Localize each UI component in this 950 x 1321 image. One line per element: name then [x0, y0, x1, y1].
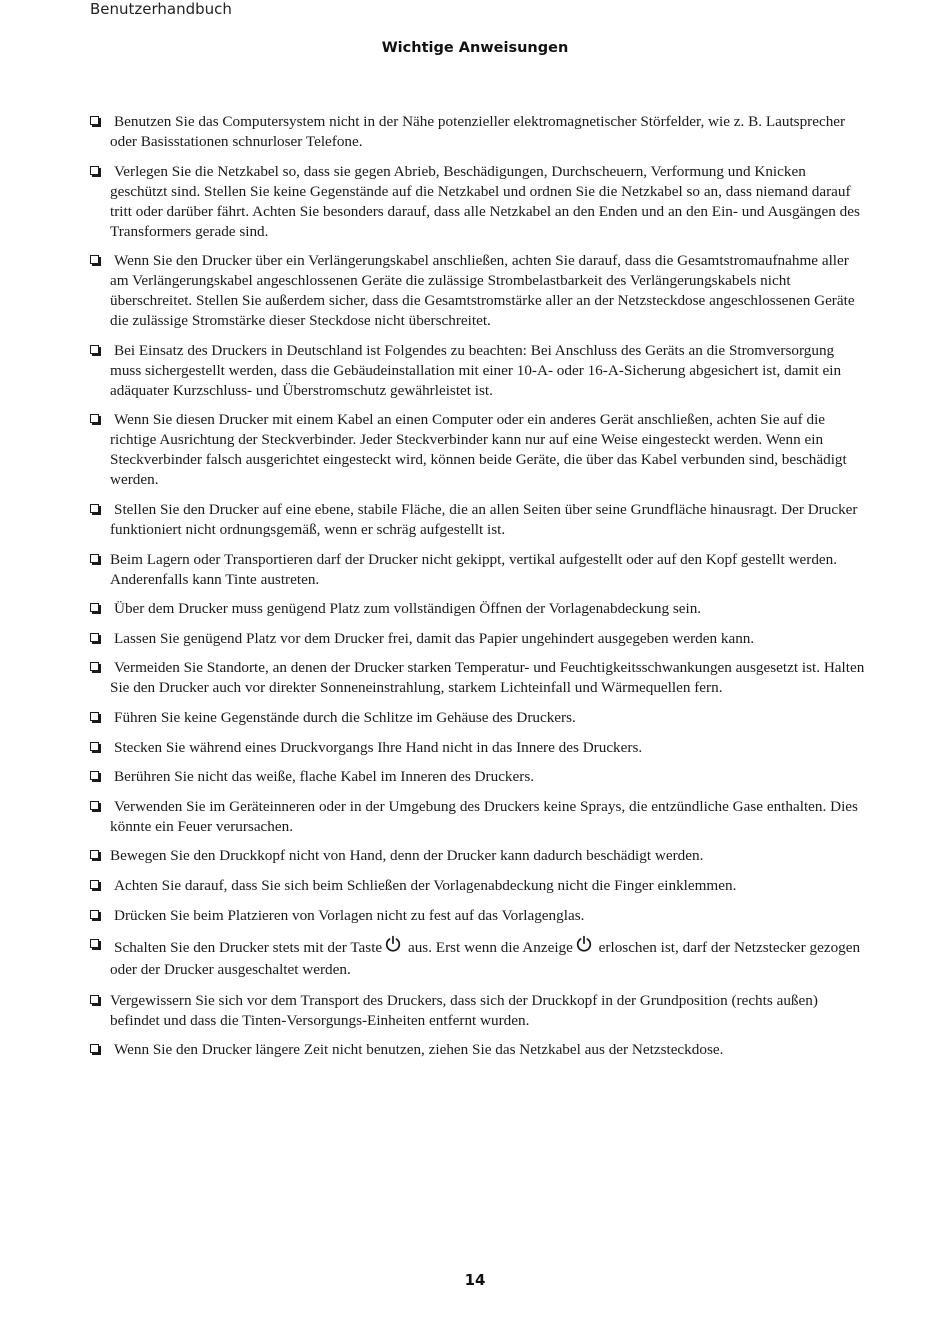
checkbox-bullet-icon: [90, 850, 99, 859]
power-icon: [384, 935, 402, 953]
checkbox-bullet-icon: [90, 910, 99, 919]
list-item: Bei Einsatz des Druckers in Deutschland ist Folgendes zu beachten: Bei Anschluss des Geräts an die Stromversorgung muss sichergestellt werden, dass die Gebäudeinstallation mit einer 10-A- oder 16-A-Sicherung abgesichert ist, damit ein adäquater Kurzschluss- und Überstromschutz gewährleistet ist.: [90, 341, 865, 401]
checkbox-bullet-icon: [90, 504, 99, 513]
power-icon: [575, 935, 593, 953]
checkbox-bullet-icon: [90, 414, 99, 423]
list-item: Wenn Sie den Drucker über ein Verlängerungskabel anschließen, achten Sie darauf, dass die Gesamtstromaufnahme aller am Verlängerungskabel angeschlossenen Geräte die zulässige Strombelastbarkeit des Verlängerungskabels nicht überschreitet. Stellen Sie außerdem sicher, dass die Gesamtstromstärke aller an der Netzsteckdose angeschlossenen Geräte die zulässige Stromstärke dieser Steckdose nicht überschreitet.: [90, 251, 865, 331]
checkbox-bullet-icon: [90, 166, 99, 175]
list-item: Benutzen Sie das Computersystem nicht in der Nähe potenzieller elektromagnetischer Störfelder, wie z. B. Lautsprecher oder Basisstationen schnurloser Telefone.: [90, 112, 865, 152]
list-item: Führen Sie keine Gegenstände durch die Schlitze im Gehäuse des Druckers.: [90, 708, 865, 728]
checkbox-bullet-icon: [90, 554, 99, 563]
list-item: Wenn Sie den Drucker längere Zeit nicht benutzen, ziehen Sie das Netzkabel aus der Netzsteckdose.: [90, 1040, 865, 1060]
list-item: Beim Lagern oder Transportieren darf der Drucker nicht gekippt, vertikal aufgestellt oder auf den Kopf gestellt werden. Anderenfalls kann Tinte austreten.: [90, 550, 865, 590]
list-item: Achten Sie darauf, dass Sie sich beim Schließen der Vorlagenabdeckung nicht die Finger einklemmen.: [90, 876, 865, 896]
list-item: Drücken Sie beim Platzieren von Vorlagen nicht zu fest auf das Vorlagenglas.: [90, 906, 865, 926]
page-number: 14: [464, 1271, 486, 1289]
checkbox-bullet-icon: [90, 603, 99, 612]
running-header: Benutzerhandbuch: [90, 0, 232, 18]
checkbox-bullet-icon: [90, 116, 99, 125]
checkbox-bullet-icon: [90, 712, 99, 721]
list-item: Verwenden Sie im Geräteinneren oder in der Umgebung des Druckers keine Sprays, die entzündliche Gase enthalten. Dies könnte ein Feuer verursachen.: [90, 797, 865, 837]
checkbox-bullet-icon: [90, 255, 99, 264]
checkbox-bullet-icon: [90, 1044, 99, 1053]
checkbox-bullet-icon: [90, 880, 99, 889]
list-item: Bewegen Sie den Druckkopf nicht von Hand, denn der Drucker kann dadurch beschädigt werden.: [90, 846, 865, 866]
list-item: Stecken Sie während eines Druckvorgangs Ihre Hand nicht in das Innere des Druckers.: [90, 738, 865, 758]
list-item: Lassen Sie genügend Platz vor dem Drucker frei, damit das Papier ungehindert ausgegeben werden kann.: [90, 629, 865, 649]
checkbox-bullet-icon: [90, 771, 99, 780]
list-item: Stellen Sie den Drucker auf eine ebene, stabile Fläche, die an allen Seiten über seine Grundfläche hinausragt. Der Drucker funktioniert nicht ordnungsgemäß, wenn er schräg aufgestellt ist.: [90, 500, 865, 540]
section-title: Wichtige Anweisungen: [381, 40, 569, 56]
safety-instructions-list: [90, 112, 865, 1070]
checkbox-bullet-icon: [90, 801, 99, 810]
list-item: Vermeiden Sie Standorte, an denen der Drucker starken Temperatur- und Feuchtigkeitsschwankungen ausgesetzt ist. Halten Sie den Drucker auch vor direkter Sonneneinstrahlung, starkem Lichteinfall und Wärmequellen fern.: [90, 658, 865, 698]
list-item: Vergewissern Sie sich vor dem Transport des Druckers, dass sich der Druckkopf in der Grundposition (rechts außen) befindet und dass die Tinten-Versorgungs-Einheiten entfernt wurden.: [90, 991, 865, 1031]
checkbox-bullet-icon: [90, 742, 99, 751]
list-item-power: Schalten Sie den Drucker stets mit der Taste aus. Erst wenn die Anzeige erloschen ist, darf der Netzstecker gezogen oder der Drucker ausgeschaltet werden.: [90, 935, 865, 981]
list-item: Verlegen Sie die Netzkabel so, dass sie gegen Abrieb, Beschädigungen, Durchscheuern, Verformung und Knicken geschützt sind. Stellen Sie keine Gegenstände auf die Netzkabel und ordnen Sie die Netzkabel so an, dass niemand darauf tritt oder darüber fährt. Achten Sie besonders darauf, dass alle Netzkabel an den Enden und an den Ein- und Ausgängen des Transformers gerade sind.: [90, 162, 865, 242]
checkbox-bullet-icon: [90, 939, 99, 948]
list-item: Über dem Drucker muss genügend Platz zum vollständigen Öffnen der Vorlagenabdeckung sein.: [90, 599, 865, 619]
checkbox-bullet-icon: [90, 633, 99, 642]
checkbox-bullet-icon: [90, 662, 99, 671]
list-item: Wenn Sie diesen Drucker mit einem Kabel an einen Computer oder ein anderes Gerät anschließen, achten Sie auf die richtige Ausrichtung der Steckverbinder. Jeder Steckverbinder kann nur auf eine Weise eingesteckt werden. Wenn ein Steckverbinder falsch ausgerichtet eingesteckt wird, können beide Geräte, die über das Kabel verbunden sind, beschädigt werden.: [90, 410, 865, 490]
checkbox-bullet-icon: [90, 345, 99, 354]
list-item: Berühren Sie nicht das weiße, flache Kabel im Inneren des Druckers.: [90, 767, 865, 787]
checkbox-bullet-icon: [90, 995, 99, 1004]
